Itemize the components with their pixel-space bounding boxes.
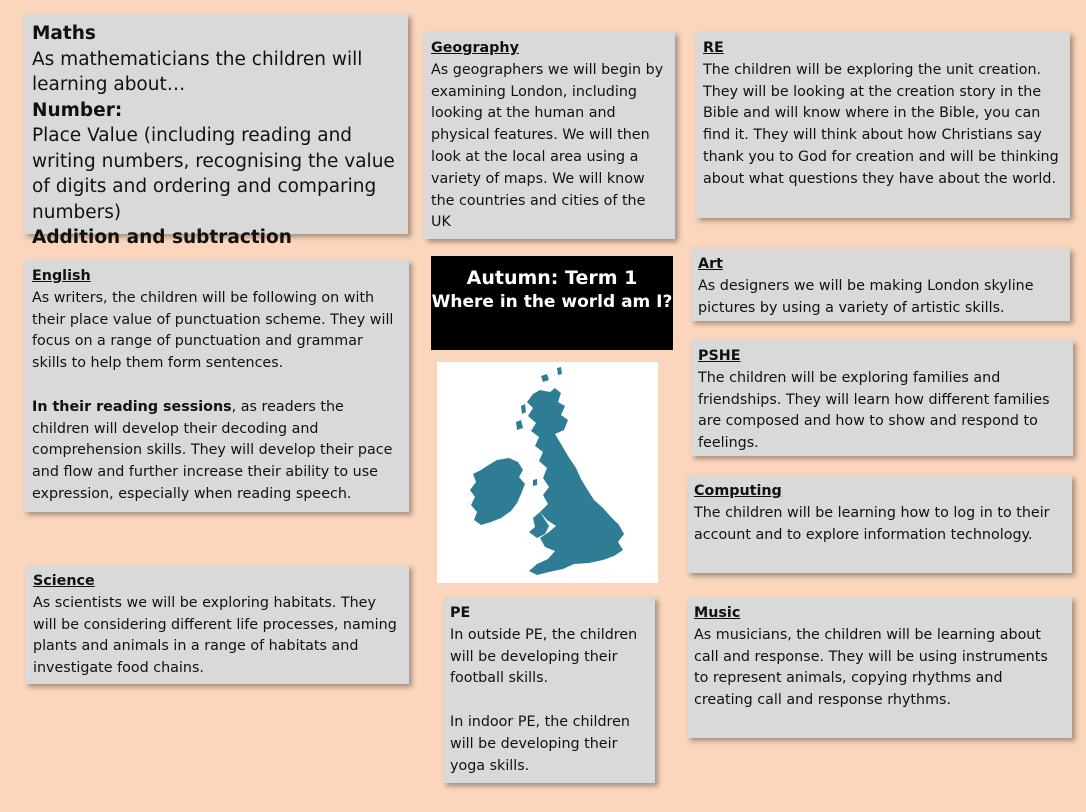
- computing-body: The children will be learning how to log in to their account and to explore information technology.: [694, 504, 1050, 543]
- music-heading: Music: [694, 605, 741, 621]
- topic-title: Where in the world am I?: [431, 292, 673, 312]
- pe-outdoor: In outside PE, the children will be developing their football skills.: [450, 626, 638, 687]
- music-body: As musicians, the children will be learning about call and response. They will be using instruments to represent animals, copying rhythms and creating call and response rhythms.: [694, 626, 1048, 709]
- geography-panel: [424, 32, 675, 239]
- maths-subheading: Number:: [32, 99, 123, 121]
- maths-heading: Maths: [32, 23, 96, 44]
- maths-panel: [24, 14, 408, 248]
- pe-indoor: In indoor PE, the children will be developing their yoga skills.: [450, 713, 630, 774]
- art-heading: Art: [698, 256, 723, 272]
- english-heading: English: [32, 268, 91, 284]
- pe-panel: [443, 597, 655, 783]
- science-panel: [25, 565, 409, 684]
- pe-heading: PE: [450, 605, 471, 621]
- pshe-heading: PSHE: [698, 348, 741, 364]
- english-panel: [24, 260, 409, 512]
- pshe-body: The children will be exploring families and friendships. They will learn how different families are composed and how to show and respond to feelings.: [698, 369, 1050, 452]
- english-reading-bold: In their reading sessions: [32, 398, 232, 415]
- music-panel: [687, 597, 1072, 738]
- science-heading: Science: [33, 573, 95, 589]
- maths-footer: Addition and subtraction: [32, 227, 292, 248]
- computing-panel: [687, 475, 1072, 573]
- re-heading: RE: [703, 40, 724, 56]
- re-body: The children will be exploring the unit creation. They will be looking at the creation story in the Bible and will know where in the Bible, you can find it. They will think about how Christians say thank you to God for creation and will be thinking about what questions they have about the world.: [703, 61, 1059, 187]
- english-body: As writers, the children will be following on with their place value of punctuation scheme. They will focus on a range of punctuation and grammar skills to help them form sentences.: [32, 289, 394, 372]
- geography-body: As geographers we will begin by examining London, including looking at the human and physical features. We will then look at the local area using a variety of maps. We will know the countries and cities of the UK: [431, 61, 664, 231]
- maths-body: Place Value (including reading and writing numbers, recognising the value of digits and ordering and comparing numbers): [32, 125, 395, 223]
- english-reading-rest: , as readers the children will develop their decoding and comprehension skills. They will develop their pace and flow and further increase their ability to use expression, especially when reading speech.: [32, 398, 393, 502]
- science-body: As scientists we will be exploring habitats. They will be considering different life processes, naming plants and animals in a range of habitats and investigate food chains.: [33, 594, 397, 677]
- re-panel: [696, 32, 1070, 218]
- geography-heading: Geography: [431, 40, 519, 56]
- computing-heading: Computing: [694, 483, 782, 499]
- maths-intro: As mathematicians the children will learning about…: [32, 48, 363, 95]
- uk-map-icon: [437, 362, 658, 583]
- art-panel: [691, 248, 1070, 321]
- map-image: [437, 362, 658, 583]
- pshe-panel: [691, 340, 1073, 456]
- term-title-box: [431, 256, 673, 350]
- english-reading: [32, 397, 401, 506]
- term-title: Autumn: Term 1: [466, 267, 638, 289]
- art-body: As designers we will be making London skyline pictures by using a variety of artistic skills.: [698, 277, 1034, 316]
